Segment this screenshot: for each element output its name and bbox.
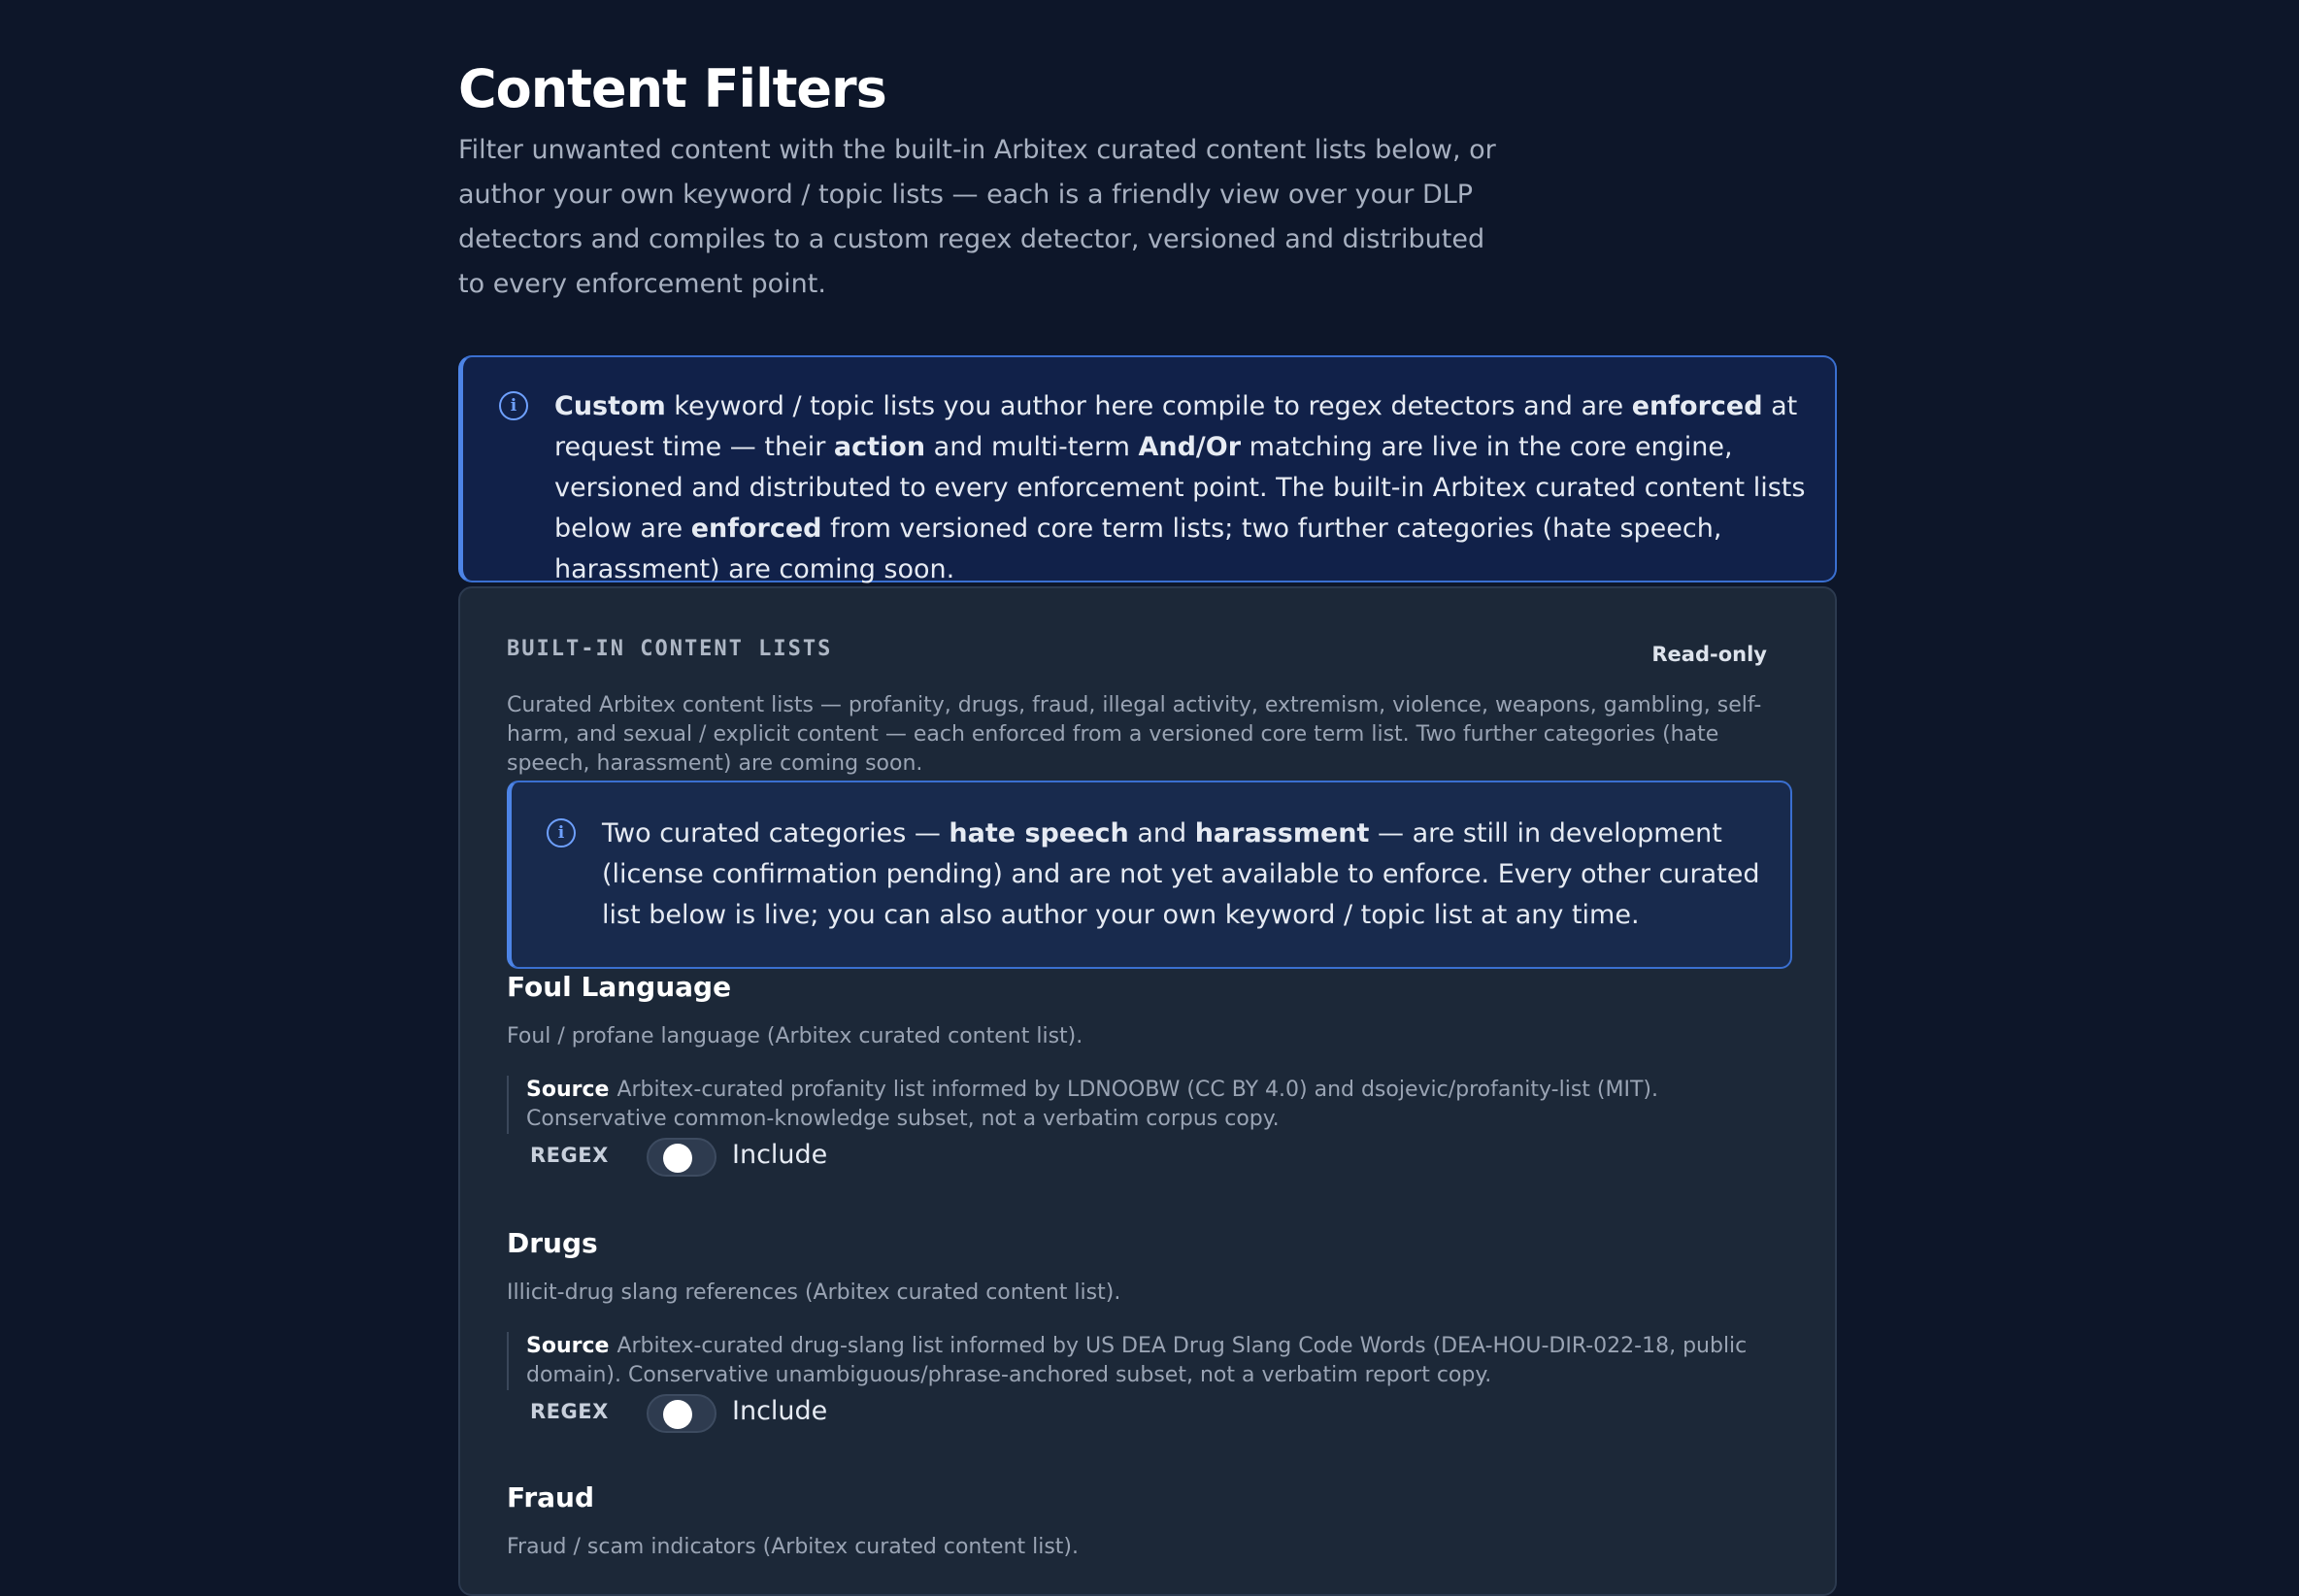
notice-text: — are still in development (license confirmation pending) and are not yet available to enforce. Every other curated list below is live; you can also author your own keyword / topic list at any time. bbox=[602, 818, 1760, 930]
mode-label: REGEX bbox=[530, 1400, 609, 1423]
filter-controls bbox=[507, 1392, 1089, 1435]
builtin-lists-description: Curated Arbitex content lists — profanity, drugs, fraud, illegal activity, extremism, violence, weapons, gambling, self-harm, and sexual / explicit content — each enforced from a versioned core term list. Two further categories (hate speech, harassment) are coming soon. bbox=[507, 693, 1762, 776]
filter-description: Illicit-drug slang references (Arbitex curated content list). bbox=[507, 1280, 1121, 1305]
filter-name: Drugs bbox=[507, 1227, 598, 1259]
filter-controls bbox=[507, 1136, 1089, 1179]
toggle-knob bbox=[663, 1400, 692, 1429]
filter-source bbox=[507, 1332, 1788, 1390]
notice-text: keyword / topic lists you author here compile to regex detectors and are bbox=[665, 391, 1632, 421]
notice-strong: And/Or bbox=[1138, 432, 1242, 462]
info-icon: i bbox=[499, 391, 528, 420]
notice-text: matching are live in the core engine, versioned and distributed to every enforcement point. The built-in Arbitex curated content lists below are bbox=[554, 432, 1806, 544]
filter-name: Fraud bbox=[507, 1481, 595, 1513]
in-development-notice-text bbox=[602, 814, 1777, 936]
notice-strong: hate speech bbox=[949, 818, 1129, 848]
notice-strong: enforced bbox=[1631, 391, 1763, 421]
builtin-content-lists-card bbox=[458, 586, 1837, 1596]
filter-description: Foul / profane language (Arbitex curated content list). bbox=[507, 1024, 1083, 1048]
include-toggle-label[interactable]: Include bbox=[732, 1396, 828, 1426]
notice-strong: enforced bbox=[690, 514, 822, 544]
page-title: Content Filters bbox=[458, 58, 886, 119]
read-only-badge: Read-only bbox=[1651, 643, 1767, 666]
include-toggle[interactable] bbox=[647, 1394, 716, 1433]
custom-lists-notice-text bbox=[554, 386, 1816, 590]
page-intro: Filter unwanted content with the built-in Arbitex curated content lists below, or author your own keyword / topic lists — each is a friendly view over your DLP detectors and compiles to a custom regex detector, versioned and distributed to every enforcement point. bbox=[458, 135, 1496, 299]
notice-strong: harassment bbox=[1194, 818, 1370, 848]
filter-name: Foul Language bbox=[507, 971, 732, 1003]
source-text: Arbitex-curated profanity list informed by LDNOOBW (CC BY 4.0) and dsojevic/profanity-list (MIT). Conservative common-knowledge subset, not a verbatim corpus copy. bbox=[526, 1078, 1658, 1131]
include-toggle-label[interactable]: Include bbox=[732, 1140, 828, 1170]
toggle-knob bbox=[663, 1144, 692, 1173]
info-icon: i bbox=[547, 818, 576, 848]
in-development-notice bbox=[507, 781, 1792, 969]
notice-text: and bbox=[1128, 818, 1195, 848]
notice-strong: action bbox=[833, 432, 926, 462]
source-text: Arbitex-curated drug-slang list informed by US DEA Drug Slang Code Words (DEA-HOU-DIR-022-18, public domain). Conservative unambiguous/phrase-anchored subset, not a verbatim report copy. bbox=[526, 1334, 1748, 1387]
include-toggle[interactable] bbox=[647, 1138, 716, 1177]
filter-source bbox=[507, 1076, 1788, 1134]
source-label: Source bbox=[526, 1078, 610, 1102]
notice-text: from versioned core term lists; two further categories (hate speech, harassment) are coming soon. bbox=[554, 514, 1722, 584]
notice-text: Two curated categories — bbox=[602, 818, 950, 848]
filter-description: Fraud / scam indicators (Arbitex curated content list). bbox=[507, 1535, 1079, 1559]
builtin-lists-title: BUILT-IN CONTENT LISTS bbox=[507, 637, 833, 661]
custom-lists-notice bbox=[458, 355, 1837, 582]
notice-text: and multi-term bbox=[925, 432, 1139, 462]
source-label: Source bbox=[526, 1334, 610, 1358]
notice-strong: Custom bbox=[554, 391, 666, 421]
mode-label: REGEX bbox=[530, 1144, 609, 1167]
notice-text: at request time — their bbox=[554, 391, 1798, 462]
